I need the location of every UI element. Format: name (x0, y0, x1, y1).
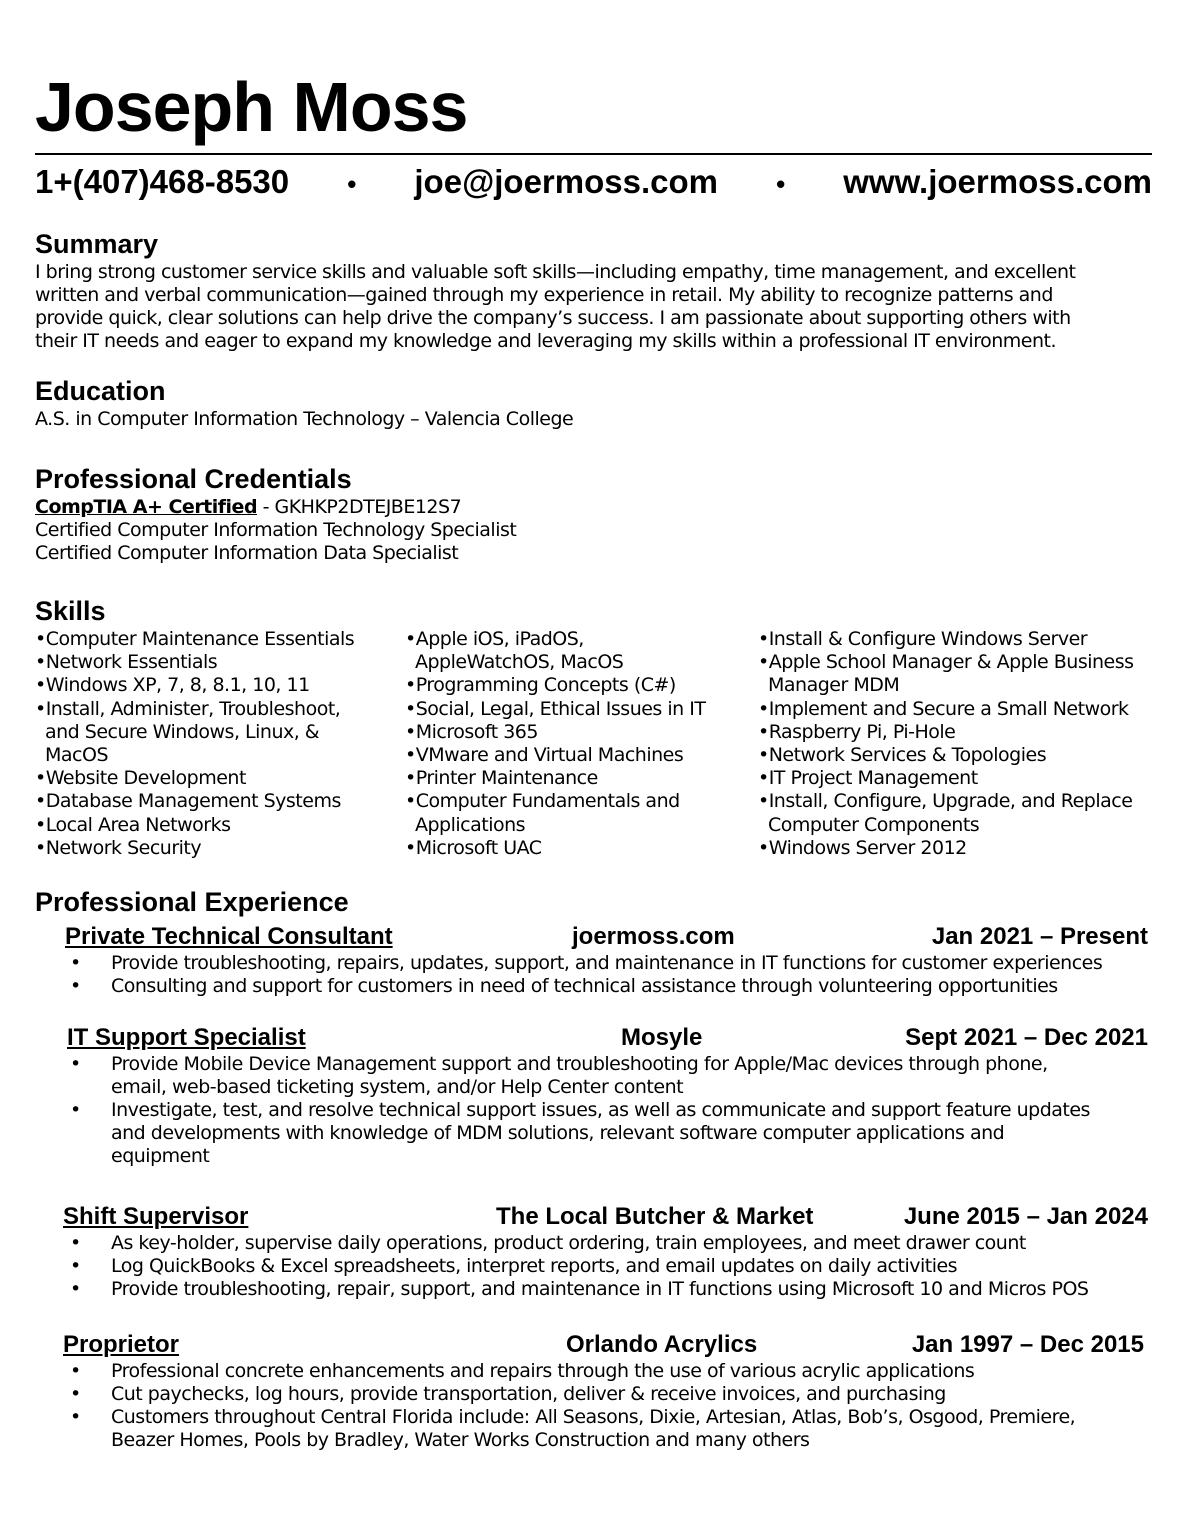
job-company: joermoss.com (572, 923, 735, 950)
credential-id: - GKHKP2DTEJBE12S7 (257, 496, 462, 518)
skill-item: •Microsoft UAC (405, 836, 542, 859)
job-dates: Sept 2021 – Dec 2021 (905, 1024, 1148, 1051)
bullet-icon: • (70, 1406, 81, 1428)
skill-item-continued: AppleWatchOS, MacOS (415, 651, 624, 674)
job-header (60, 1202, 1152, 1232)
bullet-text: Customers throughout Central Florida include: All Seasons, Dixie, Artesian, Atlas, Bob’s, Osgood, Premiere, (111, 1406, 1076, 1428)
skill-item: •Implement and Secure a Small Network (758, 697, 1129, 720)
job-header (60, 922, 1152, 952)
job-company: Mosyle (621, 1024, 703, 1051)
candidate-name: Joseph Moss (35, 68, 468, 146)
education-heading: Education (35, 376, 166, 406)
skill-item: •Raspberry Pi, Pi-Hole (758, 720, 956, 743)
job-title: Private Technical Consultant (65, 923, 393, 950)
credential-primary (35, 496, 516, 519)
skill-item-continued: Computer Components (768, 813, 980, 836)
skill-item: •Printer Maintenance (405, 767, 598, 790)
job-title: IT Support Specialist (67, 1024, 306, 1051)
summary-line: their IT needs and eager to expand my knowledge and leveraging my skills within a professional IT environment. (35, 330, 1056, 352)
education-text: A.S. in Computer Information Technology – Valencia College (35, 408, 574, 430)
job-bullet (60, 952, 1152, 975)
skill-item: •Computer Maintenance Essentials (35, 628, 355, 650)
skills-column-1 (35, 628, 354, 860)
skill-item: •Windows XP, 7, 8, 8.1, 10, 11 (35, 674, 310, 697)
bullet-icon: • (70, 1232, 81, 1254)
bullet-icon: • (70, 1360, 81, 1382)
job-dates: Jan 2021 – Present (931, 923, 1148, 950)
summary-line: I bring strong customer service skills and valuable soft skills—including empathy, time management, and excellent (35, 261, 1076, 283)
skill-item: •Windows Server 2012 (758, 836, 967, 859)
job-entry (60, 922, 1152, 998)
bullet-text: Provide Mobile Device Management support and troubleshooting for Apple/Mac devices through phone, (111, 1053, 1048, 1075)
skill-item: •Install & Configure Windows Server (758, 628, 1088, 650)
bullet-text: Log QuickBooks & Excel spreadsheets, interpret reports, and email updates on daily activities (111, 1255, 958, 1277)
bullet-text: Consulting and support for customers in need of technical assistance through volunteering opportunities (111, 975, 1058, 997)
job-company: The Local Butcher & Market (496, 1203, 814, 1230)
phone-number: 1+(407)468-8530 (35, 163, 290, 200)
job-bullets (60, 1360, 1152, 1452)
job-bullets (60, 1053, 1152, 1168)
credential-item: Certified Computer Information Data Specialist (35, 542, 459, 564)
skill-item: •Network Security (35, 836, 202, 859)
summary-text (35, 261, 1075, 353)
job-dates: June 2015 – Jan 2024 (903, 1203, 1148, 1230)
skill-item-continued: Manager MDM (768, 674, 900, 697)
job-bullet (60, 1099, 1152, 1168)
job-bullet (60, 1383, 1152, 1406)
job-entry (60, 1023, 1152, 1168)
summary-heading: Summary (35, 229, 159, 259)
job-bullet (60, 1278, 1152, 1301)
job-header (60, 1023, 1152, 1053)
job-entry (60, 1202, 1152, 1301)
bullet-icon: • (70, 975, 81, 997)
header-divider (35, 153, 1152, 155)
credentials-list (35, 496, 516, 565)
skill-item-continued: and Secure Windows, Linux, & (45, 720, 320, 743)
contact-separator: • (776, 169, 786, 199)
skill-item: •Install, Administer, Troubleshoot, (35, 697, 341, 720)
bullet-text: email, web-based ticketing system, and/or Help Center content (111, 1076, 684, 1098)
skill-item: •Install, Configure, Upgrade, and Replace (758, 790, 1133, 813)
summary-line: provide quick, clear solutions can help drive the company’s success. I am passionate about supporting others with (35, 307, 1071, 329)
bullet-icon: • (70, 1278, 81, 1300)
bullet-text: As key-holder, supervise daily operations, product ordering, train employees, and meet drawer count (111, 1232, 1026, 1254)
credential-item: Certified Computer Information Technology Specialist (35, 519, 517, 541)
skill-item: •Computer Fundamentals and (405, 790, 680, 813)
summary-line: written and verbal communication—gained through my experience in retail. My ability to recognize patterns and (35, 284, 1053, 306)
job-bullet (60, 975, 1152, 998)
website-url: www.joermoss.com (843, 163, 1152, 200)
job-bullet (60, 1255, 1152, 1278)
bullet-text: Provide troubleshooting, repairs, updates, support, and maintenance in IT functions for customer experiences (111, 952, 1103, 974)
bullet-text: Investigate, test, and resolve technical support issues, as well as communicate and support feature updates (111, 1099, 1090, 1121)
bullet-icon: • (70, 1255, 81, 1277)
skills-column-3 (758, 628, 1134, 860)
job-title: Proprietor (63, 1331, 180, 1358)
bullet-text: Cut paychecks, log hours, provide transportation, deliver & receive invoices, and purchasing (111, 1383, 946, 1405)
job-bullet (60, 1406, 1152, 1452)
skill-item-continued: Applications (415, 813, 526, 836)
skill-item: •Social, Legal, Ethical Issues in IT (405, 697, 706, 720)
job-entry (60, 1330, 1152, 1452)
bullet-icon: • (70, 1383, 81, 1405)
skills-column-2 (405, 628, 705, 860)
job-company: Orlando Acrylics (566, 1331, 758, 1358)
bullet-text: Provide troubleshooting, repair, support, and maintenance in IT functions using Microsoft 10 and Micros POS (111, 1278, 1089, 1300)
bullet-text: Beazer Homes, Pools by Bradley, Water Works Construction and many others (111, 1429, 810, 1451)
skill-item: •Website Development (35, 767, 246, 790)
skill-item-continued: MacOS (45, 744, 108, 767)
skill-item: •Database Management Systems (35, 790, 341, 813)
bullet-icon: • (70, 1099, 81, 1121)
job-header (60, 1330, 1152, 1360)
bullet-icon: • (70, 1053, 81, 1075)
contact-separator: • (347, 169, 357, 199)
skill-item: •Microsoft 365 (405, 720, 538, 743)
email-address: joe@joermoss.com (414, 163, 718, 200)
job-bullet (60, 1053, 1152, 1099)
comptia-credential-link[interactable]: CompTIA A+ Certified (35, 496, 258, 518)
bullet-text: Professional concrete enhancements and repairs through the use of various acrylic applications (111, 1360, 975, 1382)
skill-item: •Network Services & Topologies (758, 744, 1047, 767)
bullet-icon: • (70, 952, 81, 974)
job-bullets (60, 952, 1152, 998)
job-bullet (60, 1232, 1152, 1255)
skill-item: •Local Area Networks (35, 813, 231, 836)
job-dates: Jan 1997 – Dec 2015 (911, 1331, 1144, 1358)
skill-item: •IT Project Management (758, 767, 978, 790)
credentials-heading: Professional Credentials (35, 464, 352, 494)
bullet-text: and developments with knowledge of MDM solutions, relevant software computer applications and (111, 1122, 1005, 1144)
job-bullets (60, 1232, 1152, 1301)
contact-line (35, 162, 1152, 204)
skill-item: •Apple School Manager & Apple Business (758, 651, 1134, 674)
skill-item: •Programming Concepts (C#) (405, 674, 676, 697)
job-bullet (60, 1360, 1152, 1383)
skill-item: •Apple iOS, iPadOS, (405, 628, 584, 650)
skill-item: •Network Essentials (35, 651, 218, 674)
skills-heading: Skills (35, 596, 106, 626)
experience-heading: Professional Experience (35, 887, 349, 917)
bullet-text: equipment (111, 1145, 210, 1167)
job-title: Shift Supervisor (63, 1203, 249, 1230)
skill-item: •VMware and Virtual Machines (405, 744, 684, 767)
